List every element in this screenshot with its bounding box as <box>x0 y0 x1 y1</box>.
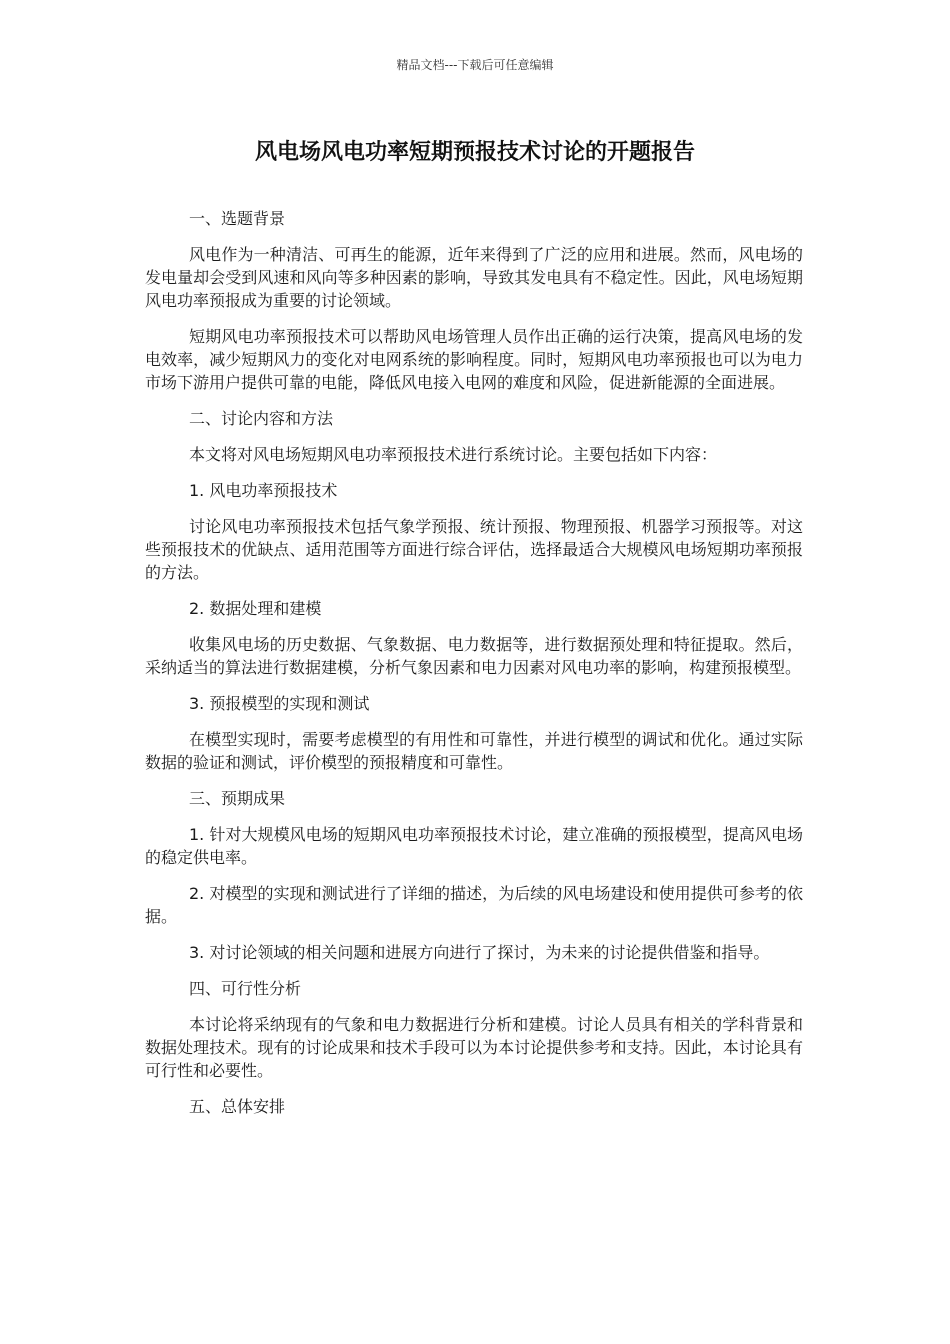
list-item: 2. 对模型的实现和测试进行了详细的描述，为后续的风电场建设和使用提供可参考的依据。 <box>145 884 803 926</box>
document-body <box>145 207 803 1131</box>
paragraph: 短期风电功率预报技术可以帮助风电场管理人员作出正确的运行决策，提高风电场的发电效率，减少短期风力的变化对电网系统的影响程度。同时，短期风电功率预报也可以为电力市场下游用户提供可靠的电能，降低风电接入电网的难度和风险，促进新能源的全面进展。 <box>145 327 803 392</box>
paragraph: 风电作为一种清洁、可再生的能源，近年来得到了广泛的应用和进展。然而，风电场的发电量却会受到风速和风向等多种因素的影响，导致其发电具有不稳定性。因此，风电场短期风电功率预报成为重要的讨论领域。 <box>145 245 803 310</box>
document-title: 风电场风电功率短期预报技术讨论的开题报告 <box>254 140 695 165</box>
section-heading-content-methods: 二、讨论内容和方法 <box>189 409 334 428</box>
page-header: 精品文档---下载后可任意编辑 <box>396 58 554 72</box>
section-heading-schedule: 五、总体安排 <box>189 1097 286 1116</box>
list-item: 1. 针对大规模风电场的短期风电功率预报技术讨论，建立准确的预报模型，提高风电场的稳定供电率。 <box>145 825 803 867</box>
paragraph: 本文将对风电场短期风电功率预报技术进行系统讨论。主要包括如下内容： <box>189 445 718 464</box>
list-item: 3. 对讨论领域的相关问题和进展方向进行了探讨，为未来的讨论提供借鉴和指导。 <box>189 943 770 962</box>
subheading: 3. 预报模型的实现和测试 <box>189 694 370 713</box>
paragraph: 讨论风电功率预报技术包括气象学预报、统计预报、物理预报、机器学习预报等。对这些预报技术的优缺点、适用范围等方面进行综合评估，选择最适合大规模风电场短期功率预报的方法。 <box>145 517 803 582</box>
section-heading-expected-results: 三、预期成果 <box>189 789 286 808</box>
paragraph: 本讨论将采纳现有的气象和电力数据进行分析和建模。讨论人员具有相关的学科背景和数据处理技术。现有的讨论成果和技术手段可以为本讨论提供参考和支持。因此，本讨论具有可行性和必要性。 <box>145 1015 803 1080</box>
paragraph: 在模型实现时，需要考虑模型的有用性和可靠性，并进行模型的调试和优化。通过实际数据的验证和测试，评价模型的预报精度和可靠性。 <box>145 730 803 772</box>
section-heading-feasibility: 四、可行性分析 <box>189 979 302 998</box>
section-heading-background: 一、选题背景 <box>189 209 286 228</box>
subheading: 1. 风电功率预报技术 <box>189 481 338 500</box>
subheading: 2. 数据处理和建模 <box>189 599 322 618</box>
paragraph: 收集风电场的历史数据、气象数据、电力数据等，进行数据预处理和特征提取。然后，采纳适当的算法进行数据建模，分析气象因素和电力因素对风电功率的影响，构建预报模型。 <box>145 635 803 677</box>
